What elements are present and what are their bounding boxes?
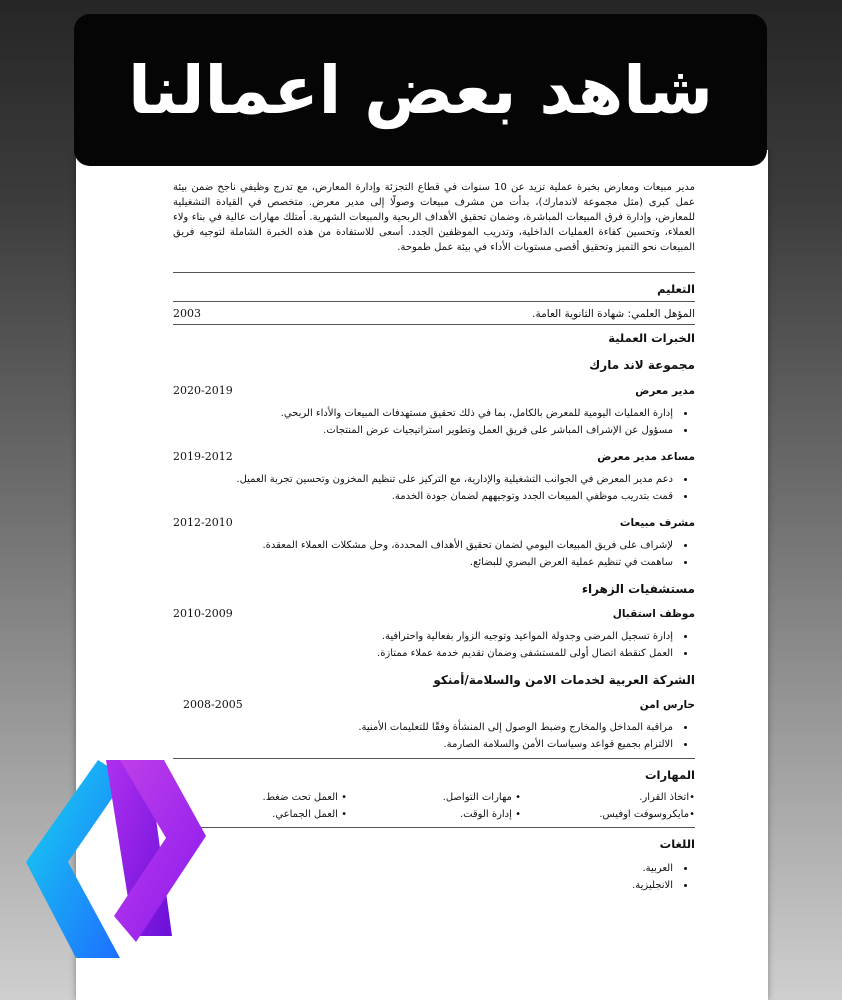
skill-item: • العمل الجماعي. xyxy=(272,809,347,820)
bullet-item: • مسؤول عن الإشراف المباشر على فريق العمل وتطوير استراتيجيات عرض المنتجات. xyxy=(173,422,675,439)
role-title: حارس امن xyxy=(639,699,695,711)
role-dates: 2012-2010 xyxy=(173,516,233,529)
banner-title: شاهد بعض اعمالنا xyxy=(128,51,713,129)
role-header xyxy=(173,383,695,399)
experience-heading: الخبرات العملية xyxy=(608,331,695,345)
education-year: 2003 xyxy=(173,307,201,320)
language-item: • العربية. xyxy=(173,860,675,877)
education-row xyxy=(173,306,695,322)
skills-heading: المهارات xyxy=(645,768,695,782)
role-bullets xyxy=(173,719,695,753)
role-header xyxy=(173,515,695,531)
role-dates: 2020-2019 xyxy=(173,384,233,397)
summary-paragraph: مدير مبيعات ومعارض بخبرة عملية تزيد عن 10 سنوات في قطاع التجزئة وإدارة المعارض، مع تدرج وظيفي ناجح ضمن بيئة عمل كبرى (مثل مجموعة لاندمارك)، بدأت من مشرف مبيعات وصولًا إلى مدير معرض. متخصص في القيادة التشغيلية للمعارض، وإدارة فرق المبيعات المباشرة، وضمان تحقيق الأهداف الربحية والمبيعات الشهرية. أمتلك مهارات عالية في بناء ولاء العملاء، وتحسين كفاءة العمليات الداخلية، وتدريب الموظفين الجدد. أسعى للاستفادة من هذه الخبرة الشاملة لتوجيه فريق المبيعات نحو التميز وتحقيق أقصى مستويات الأداء في بيئة عمل طموحة. xyxy=(173,182,695,253)
bullet-item: • الالتزام بجميع قواعد وسياسات الأمن والسلامة الصارمة. xyxy=(173,736,675,753)
education-item: المؤهل العلمي: شهادة الثانوية العامة. xyxy=(532,308,695,320)
role-bullets xyxy=(173,405,695,439)
resume-document xyxy=(173,180,695,894)
bullet-item: • ساهمت في تنظيم عملية العرض البصري للبضائع. xyxy=(173,554,675,571)
role-header xyxy=(173,449,695,465)
role-bullets xyxy=(173,537,695,571)
skill-item: • العمل تحت ضغط. xyxy=(262,792,347,803)
company-name: مجموعة لاند مارك xyxy=(589,358,695,372)
role-header xyxy=(173,606,695,622)
languages-list xyxy=(173,860,695,894)
banner xyxy=(74,14,767,166)
skill-item: • مهارات التواصل. xyxy=(442,792,521,803)
bullet-item: • العمل كنقطة اتصال أولى للمستشفى وضمان تقديم خدمة عملاء ممتازة. xyxy=(173,645,675,662)
skill-item: •اتخاذ القرار. xyxy=(639,792,695,803)
bullet-item: • إدارة تسجيل المرضى وجدولة المواعيد وتوجيه الزوار بفعالية واحترافية. xyxy=(173,628,675,645)
role-bullets xyxy=(173,628,695,662)
bullet-item: • إدارة العمليات اليومية للمعرض بالكامل، بما في ذلك تحقيق مستهدفات المبيعات والأداء الربحي. xyxy=(173,405,675,422)
skills-grid xyxy=(173,789,695,823)
bullet-item: • قمت بتدريب موظفي المبيعات الجدد وتوجيههم لضمان جودة الخدمة. xyxy=(173,488,675,505)
bullet-item: • دعم مدير المعرض في الجوانب التشغيلية والإدارية، مع التركيز على تنظيم المخزون وتحسين تجربة العميل. xyxy=(173,471,675,488)
bullet-item: • لإشراف على فريق المبيعات اليومي لضمان تحقيق الأهداف المحددة، وحل مشكلات العملاء المعقدة. xyxy=(173,537,675,554)
role-header xyxy=(173,697,695,713)
role-title: مدير معرض xyxy=(635,385,695,397)
company-name: الشركة العربية لخدمات الامن والسلامة/أمنكو xyxy=(433,673,695,687)
role-bullets xyxy=(173,471,695,505)
brand-logo xyxy=(16,752,212,964)
role-title: موظف استقبال xyxy=(612,608,695,620)
education-heading: التعليم xyxy=(657,282,695,296)
bullet-item: • مراقبة المداخل والمخارج وضبط الوصول إلى المنشأة وفقًا للتعليمات الأمنية. xyxy=(173,719,675,736)
divider xyxy=(173,301,695,302)
language-item: • الانجليزية. xyxy=(173,877,675,894)
role-dates: 2008-2005 xyxy=(183,698,243,711)
role-title: مساعد مدير معرض xyxy=(597,451,695,463)
skill-item: •مايكروسوفت اوفيس. xyxy=(599,809,695,820)
role-dates: 2019-2012 xyxy=(173,450,233,463)
role-title: مشرف مبيعات xyxy=(619,517,695,529)
role-dates: 2010-2009 xyxy=(173,607,233,620)
company-name: مستشفيات الزهراء xyxy=(581,582,695,596)
languages-heading: اللغات xyxy=(659,837,695,851)
skill-item: • إدارة الوقت. xyxy=(459,809,521,820)
